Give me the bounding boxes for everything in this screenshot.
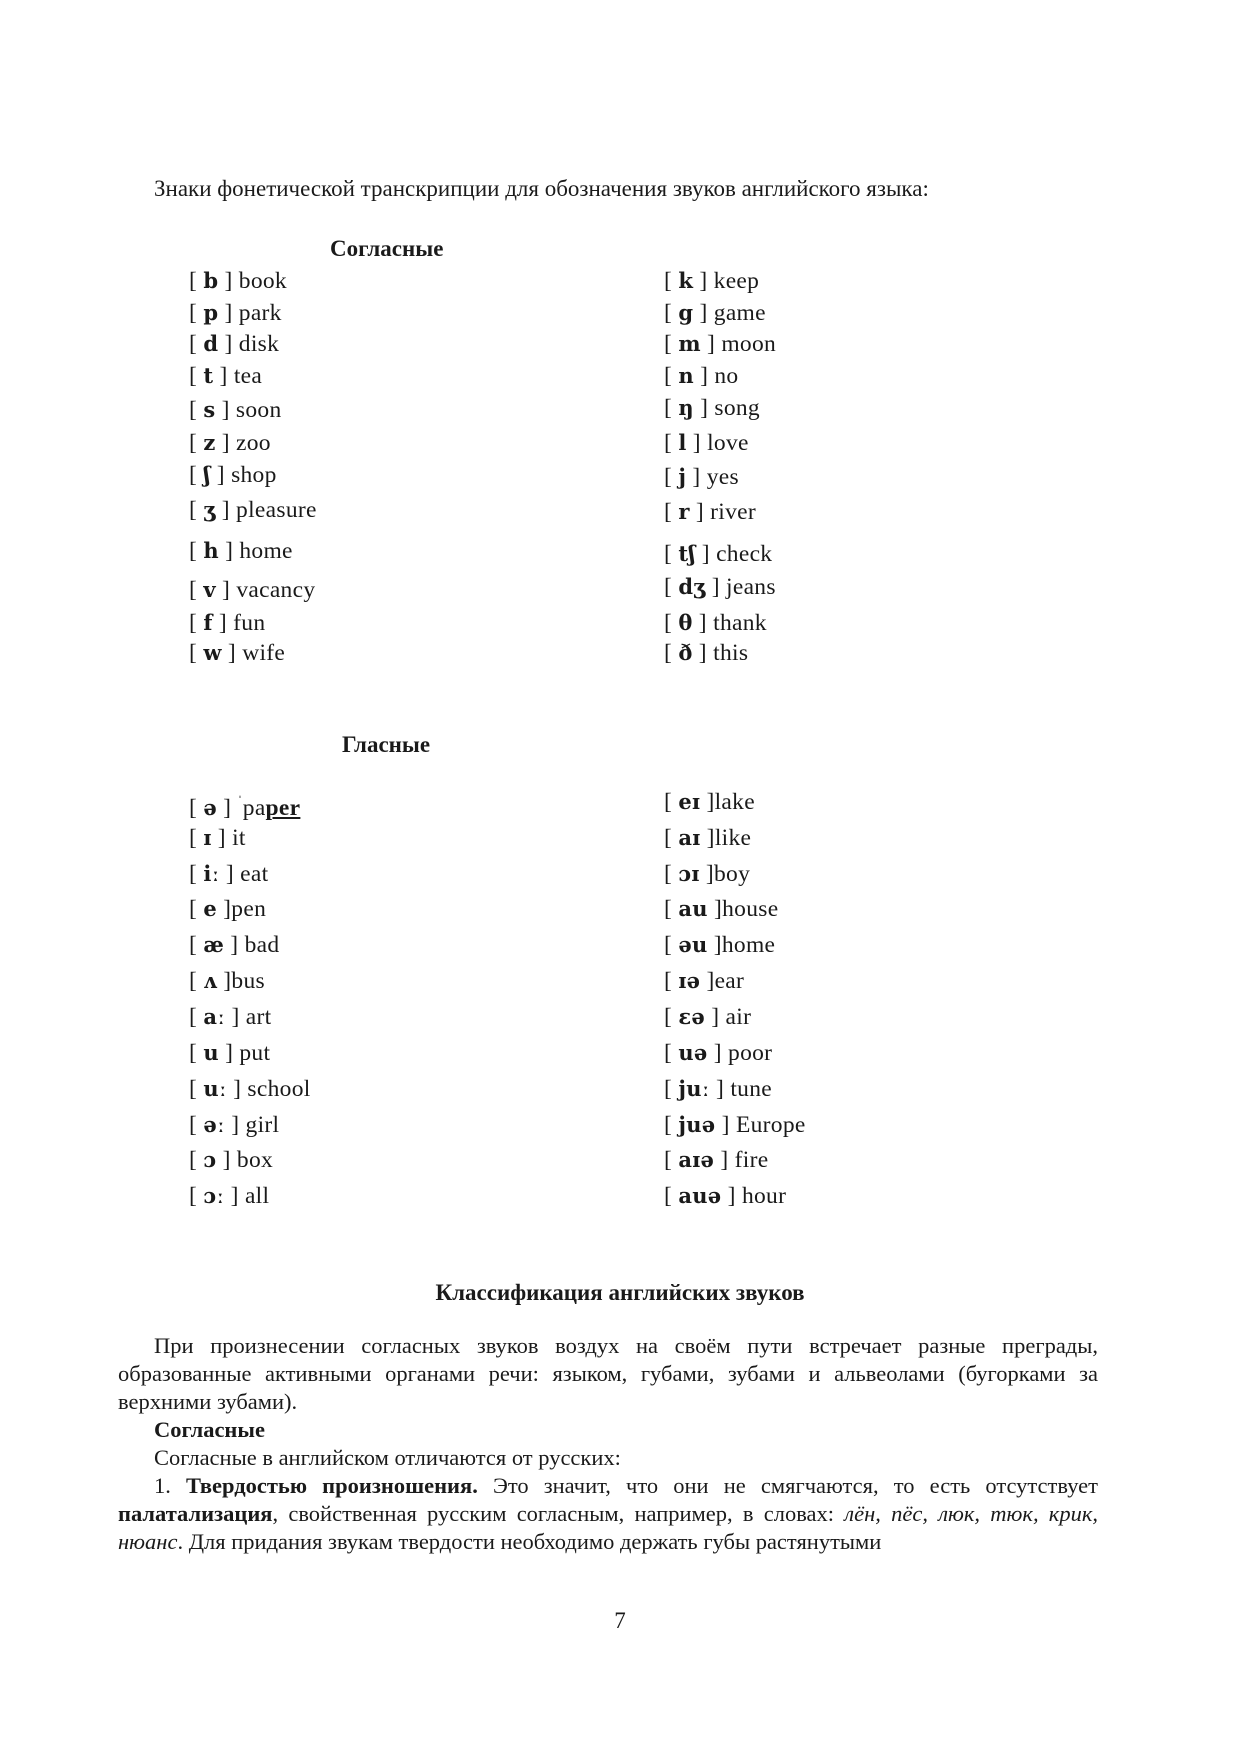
phonetic-symbol: g (678, 300, 694, 325)
bracket-open: [ (664, 1183, 679, 1209)
example-word: fun (233, 610, 266, 636)
consonant-row (189, 361, 262, 391)
example-word: put (239, 1040, 271, 1066)
phonetic-symbol: ŋ (678, 395, 694, 420)
example-word: art (245, 1004, 272, 1030)
phonetic-symbol: e (203, 896, 217, 921)
vowel-row (664, 1145, 768, 1175)
bracket-close: ] (216, 896, 232, 922)
bracket-close: ] (211, 825, 233, 851)
phonetic-symbol: auə (678, 1183, 722, 1208)
consonant-row (664, 393, 760, 423)
bracket-open: [ (189, 331, 204, 357)
consonant-row (664, 329, 776, 359)
consonant-row (664, 572, 776, 602)
phonetic-symbol: d (203, 331, 219, 356)
consonants-heading: Согласные (330, 236, 444, 261)
phonetic-symbol: n (678, 363, 694, 388)
bracket-open: [ (664, 968, 679, 994)
phonetic-symbol: ʃ (203, 462, 211, 487)
bracket-close: ] (225, 1112, 246, 1138)
phonetic-symbol: ɔɪ (678, 861, 700, 886)
example-word: love (707, 430, 749, 456)
vowel-row (664, 1074, 772, 1104)
example-word: zoo (236, 430, 271, 456)
consonant-row (189, 428, 271, 458)
example-word: shop (231, 462, 277, 488)
bracket-open: [ (664, 464, 679, 490)
example-word: song (714, 395, 760, 421)
bracket-open: [ (664, 825, 679, 851)
bracket-close: ] (218, 1040, 240, 1066)
bracket-open: [ (664, 861, 679, 887)
bracket-close: ] (218, 331, 239, 357)
bracket-open: [ (664, 932, 679, 958)
palatalization-term: палатализация (118, 1501, 273, 1526)
vowels-heading: Гласные (342, 732, 431, 757)
bracket-open: [ (189, 268, 204, 294)
bracket-close: ] (686, 464, 707, 490)
example-word: lake (714, 789, 755, 815)
bracket-open: [ (664, 541, 679, 567)
classification-heading: Классификация английских звуков (435, 1280, 805, 1305)
example-word: pleasure (236, 497, 317, 523)
example-word: home (721, 932, 776, 958)
phonetic-symbol: uə (678, 1040, 708, 1065)
bracket-close: ] (215, 430, 237, 456)
bracket-open: [ (664, 1112, 679, 1138)
example-word: Europe (735, 1112, 806, 1138)
bracket-close: ] (695, 541, 717, 567)
bracket-open: [ (189, 397, 204, 423)
example-word-part: pa (242, 795, 266, 821)
example-word: home (239, 538, 293, 564)
vowel-row (664, 966, 744, 996)
vowel-row (189, 966, 265, 996)
bracket-open: [ (189, 795, 204, 821)
phonetic-symbol: ɪə (678, 968, 701, 993)
phonetic-symbol: əu (678, 932, 708, 957)
consonant-row (189, 608, 265, 638)
phonetic-symbol: æ (203, 932, 225, 957)
phonetic-symbol: r (678, 499, 690, 524)
stress-mark: ˈ (237, 794, 243, 810)
consonant-row (664, 298, 766, 328)
bracket-open: [ (189, 1112, 204, 1138)
example-word: ear (714, 968, 745, 994)
bracket-open: [ (664, 499, 679, 525)
phonetic-symbol: t (203, 363, 214, 388)
bracket-close: ] (707, 932, 722, 958)
paragraph-hardness (118, 1472, 1098, 1556)
highlighted-letters: per (265, 795, 301, 821)
example-word: hour (741, 1183, 787, 1209)
phonetic-symbol: iː (203, 861, 220, 886)
example-word: game (713, 300, 766, 326)
bracket-open: [ (664, 268, 679, 294)
page-number: 7 (614, 1608, 626, 1633)
consonant-row (664, 539, 772, 569)
phonetic-symbol: w (203, 640, 222, 665)
consonant-row (664, 266, 759, 296)
example-word: poor (728, 1040, 773, 1066)
bracket-open: [ (189, 968, 204, 994)
phonetic-symbol: juə (678, 1112, 716, 1137)
paragraph-differences: Согласные в английском отличаются от русских: (154, 1445, 621, 1470)
vowel-row (189, 1110, 279, 1140)
example-word: park (238, 300, 282, 326)
example-word: pen (231, 896, 267, 922)
bracket-close: ] (212, 610, 234, 636)
vowel-row (664, 787, 755, 817)
example-word: soon (235, 397, 282, 423)
vowel-row (189, 1074, 311, 1104)
bracket-close: ] (705, 1004, 726, 1030)
bracket-close: ] (693, 363, 715, 389)
example-word: disk (238, 331, 280, 357)
example-word: air (725, 1004, 752, 1030)
phonetic-symbol: u (203, 1040, 219, 1065)
bracket-close: ] (215, 397, 236, 423)
bracket-open: [ (189, 1147, 204, 1173)
example-word: school (247, 1076, 311, 1102)
consonant-row (664, 497, 756, 527)
vowel-row (664, 1181, 786, 1211)
bracket-open: [ (664, 1076, 679, 1102)
consonant-row (664, 428, 749, 458)
vowel-row (664, 1038, 772, 1068)
bracket-open: [ (664, 363, 679, 389)
vowel-row (664, 859, 750, 889)
bracket-open: [ (189, 577, 204, 603)
example-word: this (713, 640, 749, 666)
bracket-close: ] (709, 1076, 731, 1102)
phonetic-symbol: ʒ (203, 497, 216, 522)
example-word: wife (242, 640, 286, 666)
bracket-open: [ (189, 430, 204, 456)
hardness-text-1: Это значит, что они не смягчаются, то есть отсутствует (477, 1473, 1098, 1498)
phonetic-symbol: ə (203, 795, 217, 820)
example-word: moon (721, 331, 777, 357)
bracket-close: ] (689, 499, 711, 525)
bracket-close: ] (686, 430, 708, 456)
example-word: eat (240, 861, 269, 887)
phonetic-symbol: ɪ (203, 825, 212, 850)
vowel-row (189, 930, 279, 960)
vowel-row (189, 823, 246, 853)
bracket-open: [ (189, 896, 204, 922)
phonetic-symbol: k (678, 268, 694, 293)
example-word: girl (245, 1112, 280, 1138)
bracket-open: [ (664, 610, 679, 636)
vowel-row (189, 894, 266, 924)
bracket-close: ] (693, 300, 714, 326)
vowel-row (189, 1181, 269, 1211)
example-word: thank (713, 610, 767, 636)
bracket-open: [ (189, 363, 204, 389)
example-word: check (716, 541, 773, 567)
example-word: all (244, 1183, 270, 1209)
bracket-close: ] (213, 363, 234, 389)
consonant-row (189, 298, 282, 328)
bracket-open: [ (664, 896, 679, 922)
bracket-open: [ (189, 300, 204, 326)
bracket-open: [ (189, 825, 204, 851)
phonetic-symbol: ɛə (678, 1004, 706, 1029)
vowel-row (664, 1002, 751, 1032)
phonetic-symbol: aː (203, 1004, 226, 1029)
bracket-open: [ (189, 538, 204, 564)
consonant-row (189, 395, 282, 425)
phonetic-symbol: j (678, 464, 687, 489)
bracket-close: ] (707, 1040, 729, 1066)
example-word: bus (231, 968, 265, 994)
bracket-open: [ (664, 300, 679, 326)
bracket-close: ] (224, 1183, 245, 1209)
bracket-close: ] (700, 825, 715, 851)
consonant-row (189, 536, 293, 566)
bracket-close: ] (700, 968, 715, 994)
bracket-open: [ (189, 932, 204, 958)
phonetic-symbol: s (203, 397, 216, 422)
consonant-row (189, 575, 315, 605)
vowel-row (664, 930, 775, 960)
example-words: лён, пёс, люк, тюк, крик, нюанс (118, 1501, 1098, 1554)
consonant-row (664, 638, 748, 668)
phonetic-symbol: l (678, 430, 687, 455)
phonetic-symbol: aɪə (678, 1147, 715, 1172)
bracket-close: ] (217, 968, 232, 994)
bracket-open: [ (189, 610, 204, 636)
vowel-row (664, 1110, 806, 1140)
bracket-open: [ (664, 1147, 679, 1173)
phonetic-symbol: b (203, 268, 219, 293)
example-word: river (710, 499, 757, 525)
phonetic-symbol: ð (678, 640, 693, 665)
vowel-row (664, 894, 778, 924)
phonetic-symbol: juː (678, 1076, 710, 1101)
bracket-open: [ (664, 430, 679, 456)
example-word: house (722, 896, 779, 922)
bracket-close: ] (218, 268, 239, 294)
vowel-row (189, 859, 268, 889)
bracket-close: ] (224, 932, 245, 958)
bracket-close: ] (714, 1147, 735, 1173)
bracket-open: [ (189, 497, 204, 523)
example-word: vacancy (236, 577, 316, 603)
bracket-close: ] (692, 610, 714, 636)
consonant-row (664, 608, 767, 638)
bracket-open: [ (189, 1040, 204, 1066)
bracket-open: [ (189, 640, 204, 666)
phonetic-symbol: eɪ (678, 789, 701, 814)
bracket-close: ] (218, 300, 239, 326)
bracket-close: ] (693, 268, 714, 294)
bracket-open: [ (189, 1076, 204, 1102)
bracket-open: [ (189, 1004, 204, 1030)
vowel-row (189, 1145, 273, 1175)
vowel-row (664, 823, 751, 853)
phonetic-symbol: m (678, 331, 701, 356)
phonetic-symbol: dʒ (678, 574, 706, 599)
vowel-row (189, 1038, 270, 1068)
phonetic-symbol: p (203, 300, 219, 325)
example-word: tune (730, 1076, 772, 1102)
bracket-open: [ (189, 861, 204, 887)
bracket-open: [ (664, 574, 679, 600)
example-word: no (714, 363, 739, 389)
bracket-open: [ (664, 331, 679, 357)
phonetic-symbol: h (203, 538, 219, 563)
bracket-close: ] (699, 861, 714, 887)
example-word: like (714, 825, 752, 851)
list-number: 1. (154, 1473, 171, 1498)
bracket-close: ] (219, 861, 241, 887)
bracket-close: ] (721, 1183, 742, 1209)
example-word: jeans (726, 574, 776, 600)
consonant-row (189, 638, 285, 668)
phonetic-symbol: θ (678, 610, 693, 635)
phonetic-symbol: tʃ (678, 541, 696, 566)
bracket-close: ] (216, 795, 238, 821)
bracket-open: [ (189, 1183, 204, 1209)
hardness-term: Твердостью произношения. (186, 1473, 478, 1498)
bracket-open: [ (664, 1040, 679, 1066)
intro-text: Знаки фонетической транскрипции для обозначения звуков английского языка: (154, 176, 929, 201)
example-word: yes (706, 464, 739, 490)
phonetic-symbol: ʌ (203, 968, 218, 993)
bracket-close: ] (216, 1147, 237, 1173)
example-word: tea (233, 363, 263, 389)
consonant-row (664, 462, 739, 492)
bracket-close: ] (218, 538, 240, 564)
bracket-open: [ (664, 640, 679, 666)
bracket-close: ] (221, 640, 243, 666)
consonants-subheading: Согласные (154, 1417, 265, 1442)
bracket-open: [ (664, 1004, 679, 1030)
bracket-close: ] (715, 1112, 736, 1138)
consonant-row (189, 495, 317, 525)
consonant-row (189, 266, 287, 296)
hardness-text-2: , свойственная русским согласным, например, в словах: (272, 1501, 845, 1526)
bracket-close: ] (693, 395, 715, 421)
example-word: boy (714, 861, 751, 887)
phonetic-symbol: v (203, 577, 216, 602)
consonant-row (664, 361, 738, 391)
bracket-open: [ (664, 789, 679, 815)
paragraph-intro: При произнесении согласных звуков воздух на своём пути встречает разные преграды, образованные активными органами речи: языком, губами, зубами и альвеолами (бугорками за верхними зубами). (118, 1333, 1098, 1414)
bracket-close: ] (210, 462, 232, 488)
example-word: fire (734, 1147, 769, 1173)
bracket-close: ] (215, 497, 237, 523)
vowel-row (189, 787, 300, 823)
example-word: bad (244, 932, 280, 958)
bracket-close: ] (700, 789, 715, 815)
phonetic-symbol: z (203, 430, 216, 455)
phonetic-symbol: f (203, 610, 213, 635)
example-word: keep (713, 268, 760, 294)
bracket-close: ] (707, 896, 723, 922)
phonetic-symbol: aɪ (678, 825, 701, 850)
bracket-open: [ (189, 462, 204, 488)
consonant-row (189, 329, 279, 359)
example-word: box (236, 1147, 274, 1173)
phonetic-symbol: uː (203, 1076, 227, 1101)
consonant-row (189, 460, 277, 490)
phonetic-symbol: əː (203, 1112, 226, 1137)
example-word: book (238, 268, 287, 294)
phonetic-symbol: ɔː (203, 1183, 225, 1208)
bracket-close: ] (215, 577, 237, 603)
example-word: it (232, 825, 246, 851)
bracket-close: ] (705, 574, 727, 600)
hardness-text-3: . Для придания звукам твердости необходимо держать губы растянутыми (177, 1529, 882, 1554)
vowel-row (189, 1002, 271, 1032)
phonetic-symbol: ɔ (203, 1147, 217, 1172)
bracket-close: ] (700, 331, 722, 357)
phonetic-symbol: au (678, 896, 708, 921)
bracket-close: ] (225, 1004, 246, 1030)
bracket-close: ] (226, 1076, 248, 1102)
bracket-close: ] (692, 640, 714, 666)
bracket-open: [ (664, 395, 679, 421)
